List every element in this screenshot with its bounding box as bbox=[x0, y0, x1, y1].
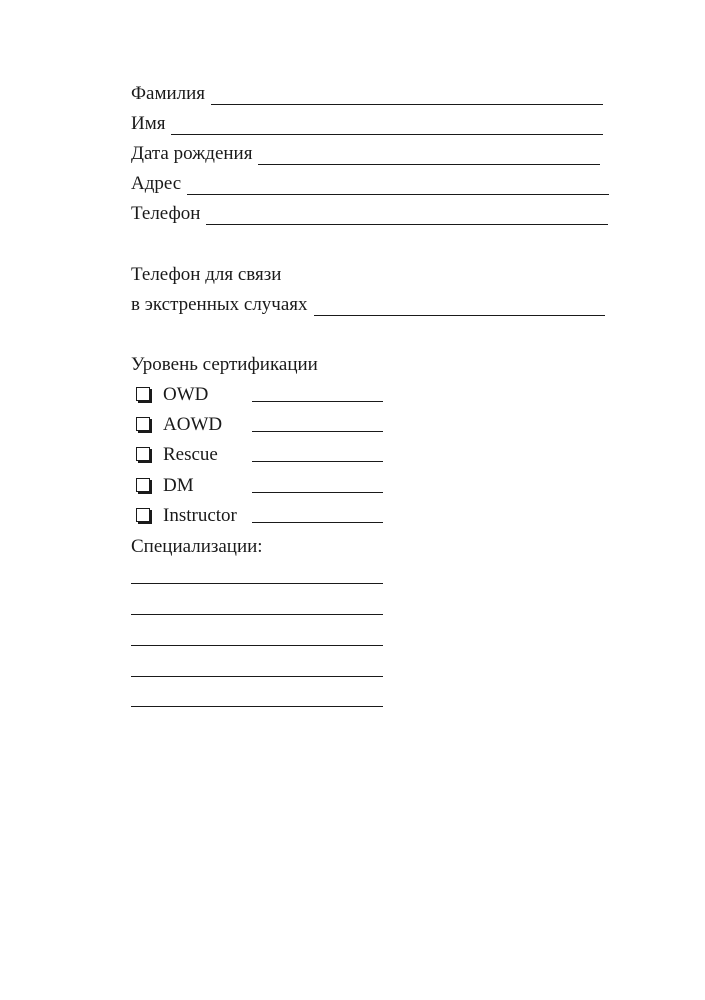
birthdate-row bbox=[131, 143, 600, 165]
specialization-line[interactable] bbox=[131, 706, 383, 707]
surname-row bbox=[131, 83, 603, 105]
owd-label: OWD bbox=[163, 384, 209, 405]
rescue-label: Rescue bbox=[163, 444, 218, 465]
specializations-heading: Специализации: bbox=[131, 536, 263, 557]
specialization-line[interactable] bbox=[131, 676, 383, 677]
emergency-label-line1: Телефон для связи bbox=[131, 264, 282, 285]
rescue-field[interactable] bbox=[252, 461, 383, 462]
rescue-checkbox[interactable] bbox=[136, 447, 150, 461]
surname-label: Фамилия bbox=[131, 83, 206, 104]
phone-field[interactable] bbox=[206, 207, 608, 225]
birthdate-field[interactable] bbox=[258, 147, 600, 165]
emergency-heading-row bbox=[131, 264, 281, 286]
phone-row bbox=[131, 203, 608, 225]
address-field[interactable] bbox=[187, 177, 609, 195]
phone-label: Телефон bbox=[131, 203, 201, 224]
owd-field[interactable] bbox=[252, 401, 383, 402]
instructor-field[interactable] bbox=[252, 522, 383, 523]
name-label: Имя bbox=[131, 113, 166, 134]
aowd-checkbox[interactable] bbox=[136, 417, 150, 431]
emergency-row bbox=[131, 294, 605, 316]
dm-checkbox[interactable] bbox=[136, 478, 150, 492]
emergency-label-line2: в экстренных случаях bbox=[131, 294, 308, 315]
birthdate-label: Дата рождения bbox=[131, 143, 253, 164]
surname-field[interactable] bbox=[211, 87, 603, 105]
dm-field[interactable] bbox=[252, 492, 383, 493]
instructor-label: Instructor bbox=[163, 505, 237, 526]
aowd-field[interactable] bbox=[252, 431, 383, 432]
name-field[interactable] bbox=[171, 117, 603, 135]
name-row bbox=[131, 113, 603, 135]
address-label: Адрес bbox=[131, 173, 182, 194]
dm-label: DM bbox=[163, 475, 194, 496]
specialization-line[interactable] bbox=[131, 645, 383, 646]
aowd-label: AOWD bbox=[163, 414, 223, 435]
emergency-phone-field[interactable] bbox=[314, 298, 605, 316]
specialization-line[interactable] bbox=[131, 614, 383, 615]
instructor-checkbox[interactable] bbox=[136, 508, 150, 522]
address-row bbox=[131, 173, 609, 195]
certification-heading: Уровень сертификации bbox=[131, 354, 318, 375]
specializations-heading-row bbox=[131, 536, 263, 558]
specialization-line[interactable] bbox=[131, 583, 383, 584]
certification-heading-row bbox=[131, 354, 318, 376]
owd-checkbox[interactable] bbox=[136, 387, 150, 401]
